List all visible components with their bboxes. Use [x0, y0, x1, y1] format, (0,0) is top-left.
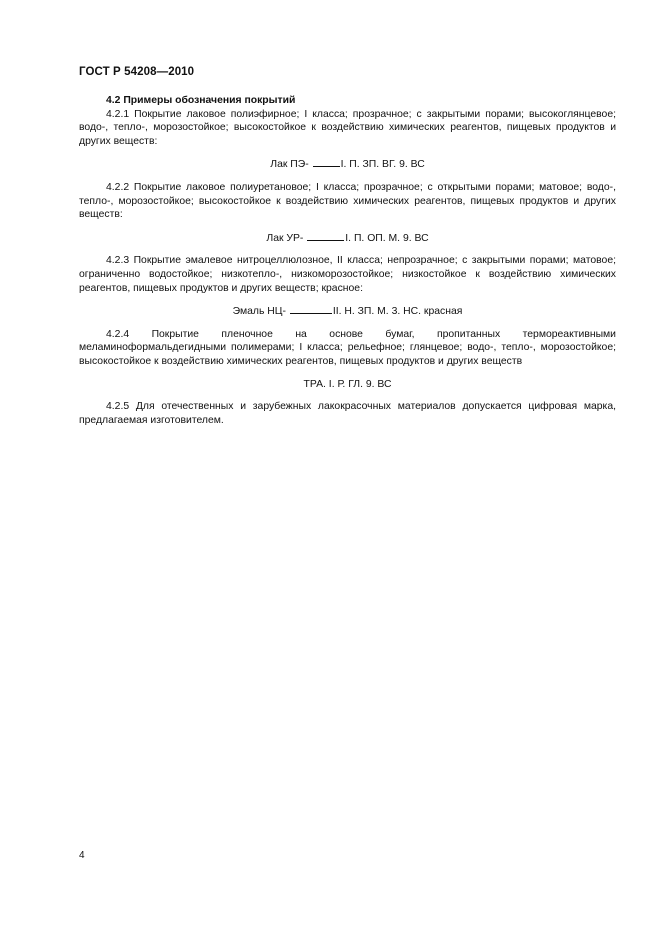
formula-suffix: II. Н. ЗП. М. 3. НС. красная: [332, 306, 463, 318]
formula-suffix: I. П. ЗП. ВГ. 9. ВС: [340, 159, 425, 171]
page-number: 4: [79, 850, 85, 861]
formula-prefix: Лак ПЭ-: [270, 159, 312, 171]
blank-line: [307, 231, 344, 241]
paragraph-4-2-4: 4.2.4 Покрытие пленочное на основе бумаг, пропитанных термореактивными меламиноформальдегидными полимерами; I класса; рельефное; глянцевое; водо-, тепло-, морозостойкое; высокостойкое к воздействию химических реагентов, пищевых продуктов и других веществ: [79, 328, 616, 367]
document-body: [79, 94, 616, 427]
designation-formula-3: [79, 304, 616, 319]
paragraph-4-2-3: 4.2.3 Покрытие эмалевое нитроцеллюлозное, II класса; непрозрачное; с закрытыми порами; матовое; ограниченно водостойкое; низкотепло-, низкоморозостойкое; низкостойкое к воздействию химических реагентов, пищевых продуктов и других веществ; красное:: [79, 255, 616, 294]
formula-prefix: Лак УР-: [266, 232, 307, 244]
document-code: ГОСТ Р 54208—2010: [79, 66, 195, 78]
formula-prefix: Эмаль НЦ-: [232, 306, 289, 318]
blank-line: [313, 157, 340, 167]
paragraph-4-2-1: 4.2.1 Покрытие лаковое полиэфирное; I класса; прозрачное; с закрытыми порами; высокоглянцевое; водо-, тепло-, морозостойкое; высокостойкое к воздействию химических реагентов, пищевых продуктов и других веществ:: [79, 108, 616, 147]
designation-formula-4: [79, 378, 616, 392]
designation-formula-2: [79, 231, 616, 246]
formula-suffix: I. П. ОП. М. 9. ВС: [345, 232, 429, 244]
paragraph-4-2-5: 4.2.5 Для отечественных и зарубежных лакокрасочных материалов допускается цифровая марка, предлагаемая изготовителем.: [79, 401, 616, 426]
designation-formula-1: [79, 157, 616, 172]
section-heading: 4.2 Примеры обозначения покрытий: [106, 95, 296, 106]
paragraph-4-2-2: 4.2.2 Покрытие лаковое полиуретановое; I класса; прозрачное; с открытыми порами; матовое; водо-, тепло-, морозостойкое; высокостойкое к воздействию химических реагентов, пищевых продуктов и других веществ:: [79, 181, 616, 221]
blank-line: [290, 304, 332, 314]
formula-suffix: ТРА. I. Р. ГЛ. 9. ВС: [303, 378, 392, 390]
